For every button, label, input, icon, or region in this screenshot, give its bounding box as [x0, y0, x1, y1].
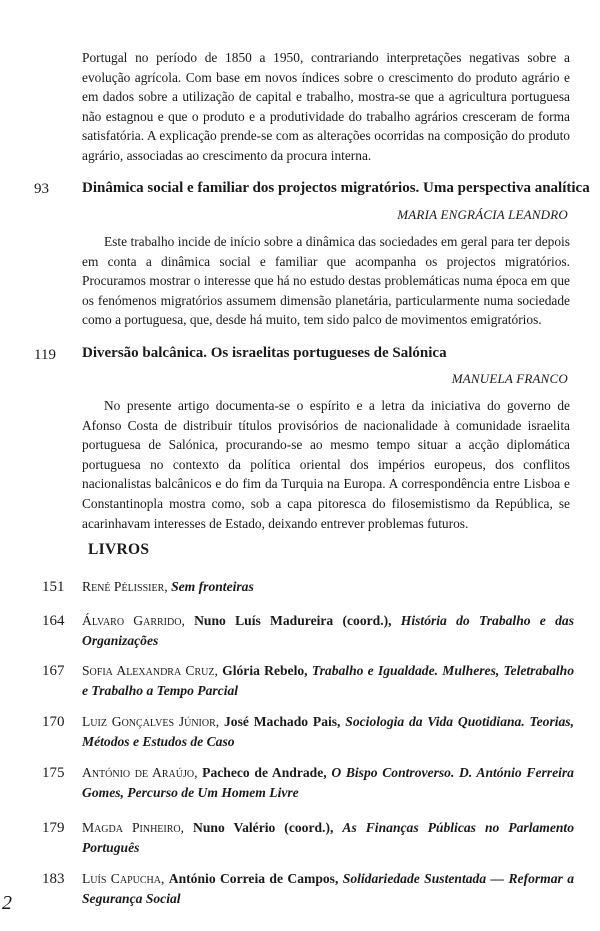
book-title: As Finanças Públicas no Parlamento Português — [82, 820, 575, 855]
book-title: Solidariedade Sustentada — Reformar a Segurança Social — [82, 871, 575, 906]
book-author: Pacheco de Andrade, — [202, 765, 327, 780]
article-title: Diversão balcânica. Os israelitas portugueses de Salónica — [82, 345, 447, 361]
article-page-number: 93 — [34, 181, 49, 197]
book-title: Sociologia da Vida Quotidiana. Teorias, Métodos e Estudos de Caso — [82, 714, 574, 749]
book-entry — [82, 577, 574, 597]
article-author: MANUELA FRANCO — [451, 371, 568, 386]
book-reviewer: Luís Capucha, — [82, 871, 165, 886]
book-page-number: 175 — [42, 765, 65, 781]
book-title: O Bispo Controverso. D. António Ferreira Gomes, Percurso de Um Homem Livre — [82, 765, 574, 800]
book-reviewer: Luiz Gonçalves Júnior, — [82, 714, 220, 729]
book-page-number: 183 — [42, 871, 65, 887]
book-reviewer: René Pélissier, — [82, 579, 168, 594]
book-entry — [82, 712, 574, 752]
book-page-number: 179 — [42, 820, 65, 836]
book-entry — [82, 869, 574, 909]
book-page-number: 170 — [42, 714, 65, 730]
book-entry — [82, 818, 574, 858]
book-author: José Machado Pais, — [223, 714, 341, 729]
book-reviewer: Álvaro Garrido, — [82, 613, 185, 628]
book-reviewer: Sofia Alexandra Cruz, — [82, 663, 218, 678]
book-title: Sem fronteiras — [171, 579, 254, 594]
intro-paragraph: Portugal no período de 1850 a 1950, contrariando interpretações negativas sobre a evolução agrícola. Com base em novos índices sobre o crescimento do produto agrário e em dados sobre a utilização de capital e trabalho, mostra-se que a agricultura portuguesa não estagnou e que o produto e a produtividade do trabalho agrários cresceram de forma satisfatória. A explicação prende-se com as alterações ocorridas na composição do produto agrário, associadas ao crescimento da procura interna. — [82, 50, 570, 163]
book-title: Trabalho e Igualdade. Mulheres, Teletrabalho e Trabalho a Tempo Parcial — [82, 663, 574, 698]
article-abstract: No presente artigo documenta-se o espírito e a letra da iniciativa do governo de Afonso Costa de distribuir títulos provisórios de nacionalidade à comunidade israelita portuguesa de Salónica, procurando-se ao mesmo tempo situar a acção diplomática portuguesa no contexto da política oriental dos impérios europeus, dos conflitos nacionalistas balcânicos e do fim da Turquia na Europa. A correspondência entre Lisboa e Constantinopla mostra como, sob a capa pitoresca do filosemistismo da República, se acarinhavam interesses de Estado, deixando entrever problemas futuros. — [82, 398, 570, 531]
book-author: Nuno Luís Madureira (coord.), — [194, 613, 392, 628]
book-author: Nuno Valério (coord.), — [193, 820, 334, 835]
book-entry — [82, 763, 574, 803]
book-author: Glória Rebelo, — [222, 663, 308, 678]
book-page-number: 164 — [42, 613, 65, 629]
books-heading: LIVROS — [88, 541, 150, 558]
article-author: MARIA ENGRÁCIA LEANDRO — [397, 207, 568, 222]
book-page-number: 167 — [42, 663, 65, 679]
article-page-number: 119 — [34, 347, 56, 363]
book-entry — [82, 661, 574, 701]
book-author: António Correia de Campos, — [168, 871, 339, 886]
article-title: Dinâmica social e familiar dos projectos migratórios. Uma perspectiva analítica — [82, 180, 590, 196]
book-reviewer: Magda Pinheiro, — [82, 820, 185, 835]
page-number: 2 — [2, 892, 12, 914]
book-reviewer: António de Araújo, — [82, 765, 198, 780]
book-entry — [82, 611, 574, 651]
article-abstract: Este trabalho incide de início sobre a dinâmica das sociedades em geral para ter depois em conta a dinâmica social e familiar que acompanha os projectos migratórios. Procuramos mostrar o interesse que há no estudo destas problemáticas numa época em que os fenómenos migratórios assumem dimensão planetária, particularmente numa sociedade como a portuguesa, que, desde há muito, tem sido palco de movimentos emigratórios. — [82, 234, 570, 328]
book-title: História do Trabalho e das Organizações — [82, 613, 574, 648]
book-page-number: 151 — [42, 579, 65, 595]
